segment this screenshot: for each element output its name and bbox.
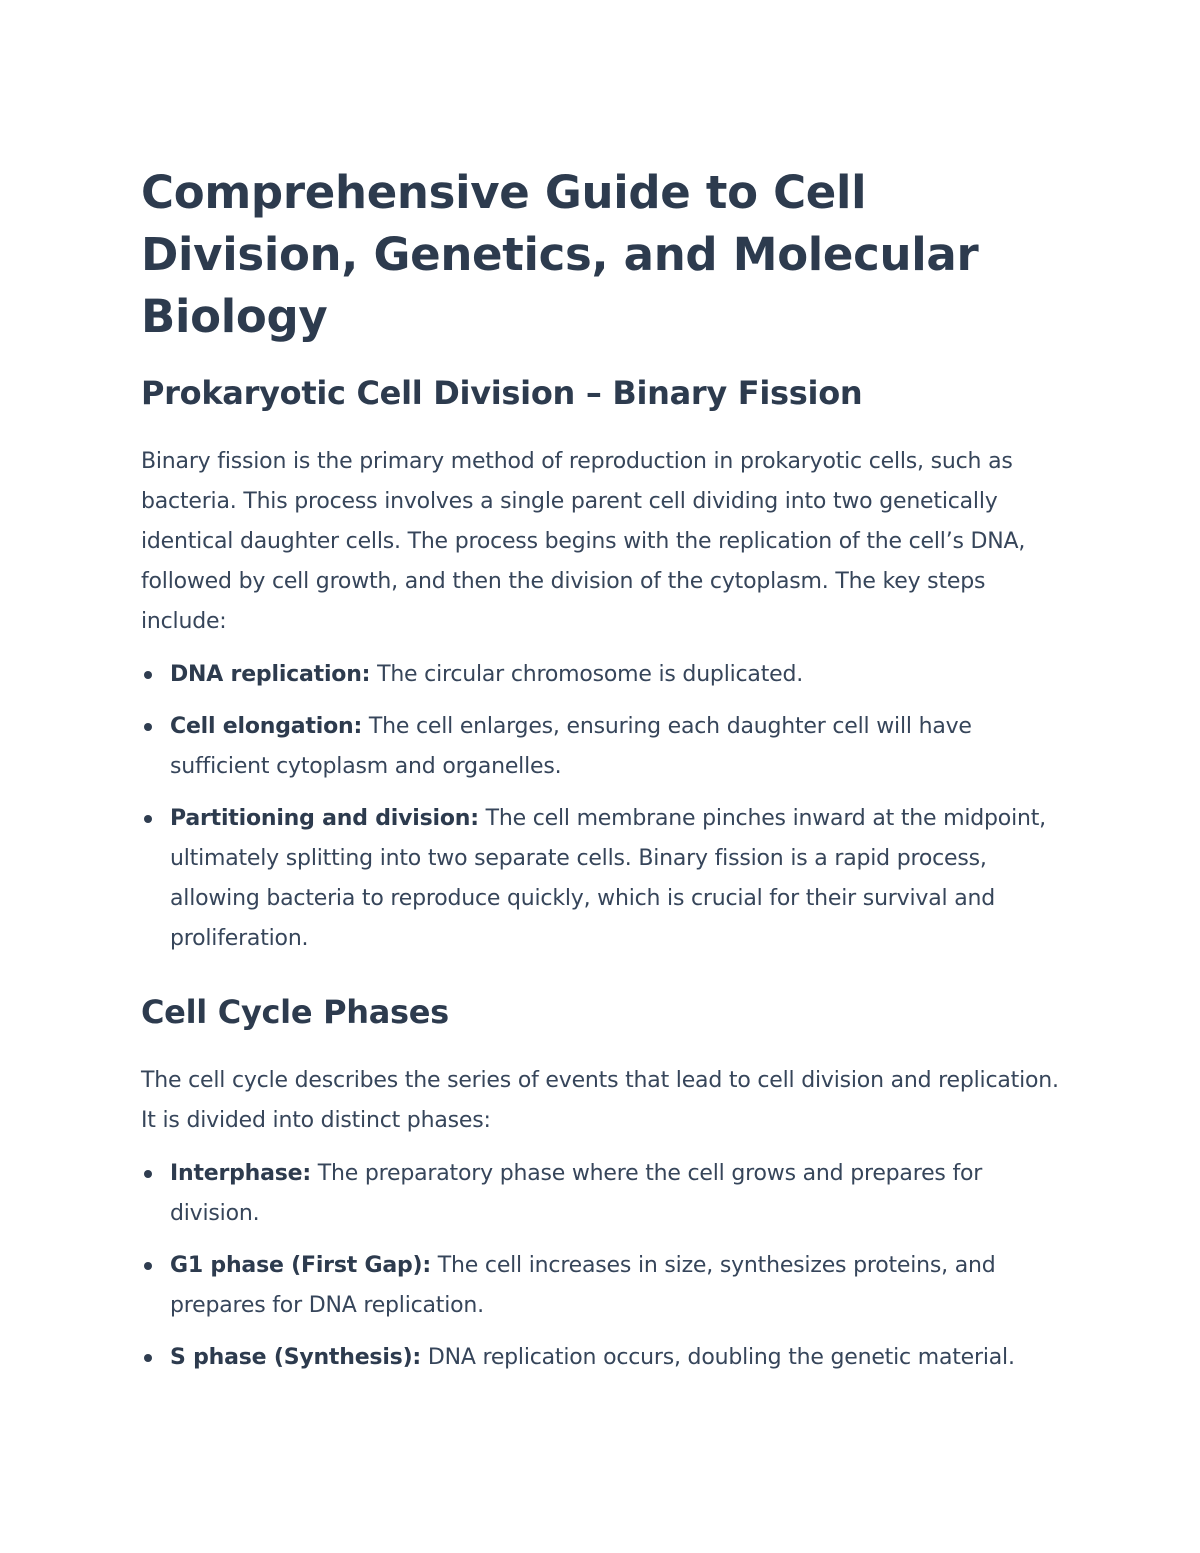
bullet-icon bbox=[144, 815, 152, 823]
bullet-text: The circular chromosome is duplicated. bbox=[370, 662, 804, 687]
bullet-icon bbox=[144, 1262, 152, 1270]
bullet-term: Cell elongation: bbox=[170, 714, 363, 739]
bullet-icon bbox=[144, 1170, 152, 1178]
list-item bbox=[141, 1154, 1066, 1234]
bullet-term: Partitioning and division: bbox=[170, 806, 479, 831]
list-item bbox=[141, 1246, 1066, 1326]
section-heading-cell-cycle: Cell Cycle Phases bbox=[141, 993, 449, 1031]
document-title: Comprehensive Guide to Cell Division, Genetics, and Molecular Biology bbox=[141, 166, 979, 343]
bullet-text: DNA replication occurs, doubling the genetic material. bbox=[421, 1345, 1015, 1370]
bullet-term: Interphase: bbox=[170, 1161, 312, 1186]
bullet-text: The cell enlarges, ensuring each daughter cell will have sufficient cytoplasm and organelles. bbox=[170, 714, 972, 779]
bullet-text: The cell increases in size, synthesizes proteins, and prepares for DNA replication. bbox=[170, 1253, 996, 1318]
list-item bbox=[141, 1338, 1066, 1378]
bullet-term: S phase (Synthesis): bbox=[170, 1345, 422, 1370]
section-paragraph-cell-cycle: The cell cycle describes the series of events that lead to cell division and replication. It is divided into distinct phases: bbox=[141, 1068, 1059, 1133]
bullet-icon bbox=[144, 1354, 152, 1362]
bullet-list-binary-fission bbox=[141, 655, 1066, 959]
bullet-term: DNA replication: bbox=[170, 662, 371, 687]
bullet-term: G1 phase (First Gap): bbox=[170, 1253, 432, 1278]
bullet-icon bbox=[144, 671, 152, 679]
section-heading-binary-fission: Prokaryotic Cell Division – Binary Fission bbox=[141, 374, 863, 412]
section-paragraph-binary-fission: Binary fission is the primary method of reproduction in prokaryotic cells, such as bacteria. This process involves a single parent cell dividing into two genetically identical daughter cells. The process begins with the replication of the cell’s DNA, followed by cell growth, and then the division of the cytoplasm. The key steps include: bbox=[141, 449, 1026, 634]
bullet-icon bbox=[144, 723, 152, 731]
bullet-text: The cell membrane pinches inward at the midpoint, ultimately splitting into two separate cells. Binary fission is a rapid process, allowing bacteria to reproduce quickly, which is crucial for their survival and proliferation. bbox=[170, 806, 1046, 951]
document-page bbox=[141, 162, 1071, 1378]
list-item bbox=[141, 799, 1066, 959]
list-item bbox=[141, 707, 1066, 787]
list-item bbox=[141, 655, 1066, 695]
bullet-list-cell-cycle bbox=[141, 1154, 1066, 1378]
bullet-text: The preparatory phase where the cell grows and prepares for division. bbox=[170, 1161, 983, 1226]
